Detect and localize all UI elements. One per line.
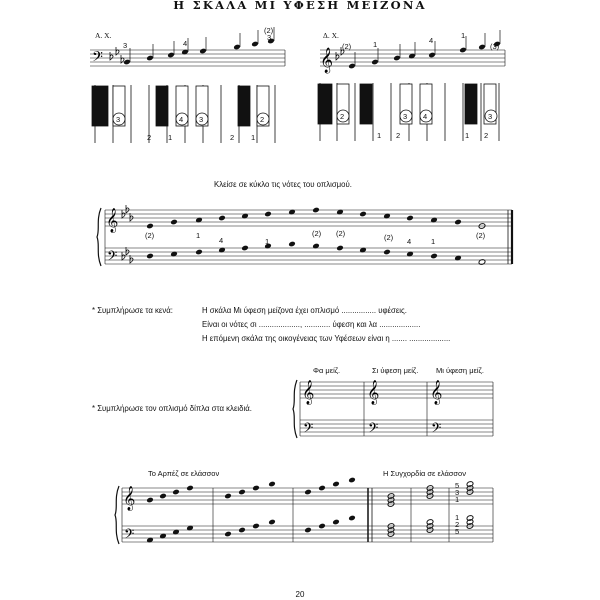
- rh-fingering-3: 4: [429, 36, 434, 45]
- chords-label: Η Συγχορδία σε ελάσσον: [383, 469, 466, 478]
- arpeggio-notes: [146, 477, 356, 544]
- rh-key-circle-2: 3: [403, 112, 408, 121]
- lh-key-circle-3: 3: [199, 115, 204, 124]
- lh-fingering-1: 3: [123, 41, 128, 50]
- rh-key-circle-3: 4: [423, 112, 428, 121]
- chord-fingering-lower-3: 5: [455, 527, 460, 536]
- ex1-upper-fingering-5: (2): [312, 229, 322, 238]
- lh-key-number-3: 2: [230, 133, 235, 142]
- svg-text:𝄞: 𝄞: [123, 486, 136, 510]
- svg-text:𝄞: 𝄞: [302, 380, 315, 404]
- lh-key-number-1: 2: [147, 133, 152, 142]
- treble-clef-icon: 𝄞: [320, 48, 334, 73]
- rh-key-circle-4: 3: [488, 112, 493, 121]
- svg-text:𝄢: 𝄢: [368, 420, 379, 439]
- rh-key-number-2: 2: [396, 131, 401, 140]
- svg-text:𝄞: 𝄞: [106, 208, 119, 232]
- exercise3-prompt: * Συμπλήρωσε τον οπλισμό δίπλα στα κλειδιά.: [92, 404, 252, 413]
- lh-fingering-3: (2): [264, 26, 274, 35]
- exercise1-grand-staff: [105, 210, 512, 264]
- ex1-upper-fingering-6: (2): [476, 231, 486, 240]
- exercise2-line-1: Η σκάλα Μι ύφεση μείζονα έχει οπλισμό ................ υφέσεις.: [202, 306, 407, 315]
- left-keyboard: [92, 85, 292, 143]
- chord-fingering-lower-2: 2: [455, 520, 460, 529]
- page-number: 20: [295, 590, 305, 599]
- right-keyboard: [318, 83, 499, 141]
- ex1-upper-fingering-3: 4: [219, 236, 224, 245]
- page-title: Η ΣΚΑΛΑ ΜΙ ΥΦΕΣΗ ΜΕΙΖΟΝΑ: [173, 0, 427, 12]
- right-hand-label: Δ. Χ.: [323, 31, 339, 40]
- chord-fingering-upper-2: 3: [455, 488, 460, 497]
- lh-fingering-4: 3: [267, 33, 272, 42]
- lh-key-circle-1: 3: [116, 115, 121, 124]
- ex1-upper-fingering-4: 1: [265, 237, 270, 246]
- bass-clef-icon: 𝄢: [92, 49, 103, 69]
- lh-key-circle-2: 4: [179, 115, 184, 124]
- lh-key-number-2: 1: [168, 133, 173, 142]
- lh-fingering-2: 4: [183, 39, 188, 48]
- rh-key-number-4: 2: [484, 131, 489, 140]
- left-hand-label: Α. Χ.: [95, 31, 112, 40]
- ex1-upper-fingering-2: 1: [196, 231, 201, 240]
- rh-fingering-4: 1: [461, 31, 466, 40]
- ex1-lower-fingering-4: (2): [336, 229, 346, 238]
- ex1-lower-fingering-8: 1: [431, 237, 436, 246]
- exercise3-key-3: Μι ύφεση μείζ.: [436, 366, 484, 375]
- exercise3-staves: [300, 382, 493, 436]
- ex1-upper-fingering-1: (2): [145, 231, 155, 240]
- rh-fingering-1: (2): [342, 42, 352, 51]
- chord-fingering-lower-1: 1: [455, 513, 460, 522]
- svg-text:𝄞: 𝄞: [367, 380, 380, 404]
- svg-text:𝄢: 𝄢: [303, 420, 314, 439]
- ex1-lower-fingering-7: 4: [407, 237, 412, 246]
- chord-notes: [387, 481, 474, 538]
- svg-text:𝄢: 𝄢: [124, 526, 135, 545]
- rh-key-circle-1: 2: [340, 112, 345, 121]
- exercise3-key-2: Σι ύφεση μείζ.: [372, 366, 419, 375]
- rh-fingering-5: (3): [490, 42, 500, 51]
- exercise3-key-1: Φα μείζ.: [313, 366, 341, 375]
- left-hand-notes: [123, 27, 275, 65]
- lh-key-number-4: 1: [251, 133, 256, 142]
- arpeggio-grand-staff: [122, 488, 493, 542]
- exercise1-instruction: Κλείσε σε κύκλο τις νότες του οπλισμού.: [214, 180, 352, 189]
- chord-fingering-upper-3: 1: [455, 495, 460, 504]
- rh-key-number-3: 1: [465, 131, 470, 140]
- arpeggio-label: Το Αρπέζ σε ελάσσον: [148, 469, 220, 478]
- rh-key-number-1: 1: [377, 131, 382, 140]
- svg-text:𝄢: 𝄢: [107, 248, 118, 267]
- right-hand-notes: [348, 30, 501, 69]
- rh-fingering-2: 1: [373, 40, 378, 49]
- exercise2-line-3: Η επόμενη σκάλα της οικογένειας των Υφέσεων είναι η ....... ...................: [202, 334, 451, 343]
- exercise2-prompt: * Συμπλήρωσε τα κενά:: [92, 306, 173, 315]
- lh-key-circle-4: 2: [260, 115, 265, 124]
- chord-fingering-upper-1: 5: [455, 481, 460, 490]
- exercise2-line-2: Είναι οι νότες σι ..................., ............ ύφεση και λα ...................: [202, 320, 421, 329]
- ex1-lower-fingering-6: (2): [384, 233, 394, 242]
- svg-text:𝄢: 𝄢: [431, 420, 442, 439]
- svg-text:𝄞: 𝄞: [430, 380, 443, 404]
